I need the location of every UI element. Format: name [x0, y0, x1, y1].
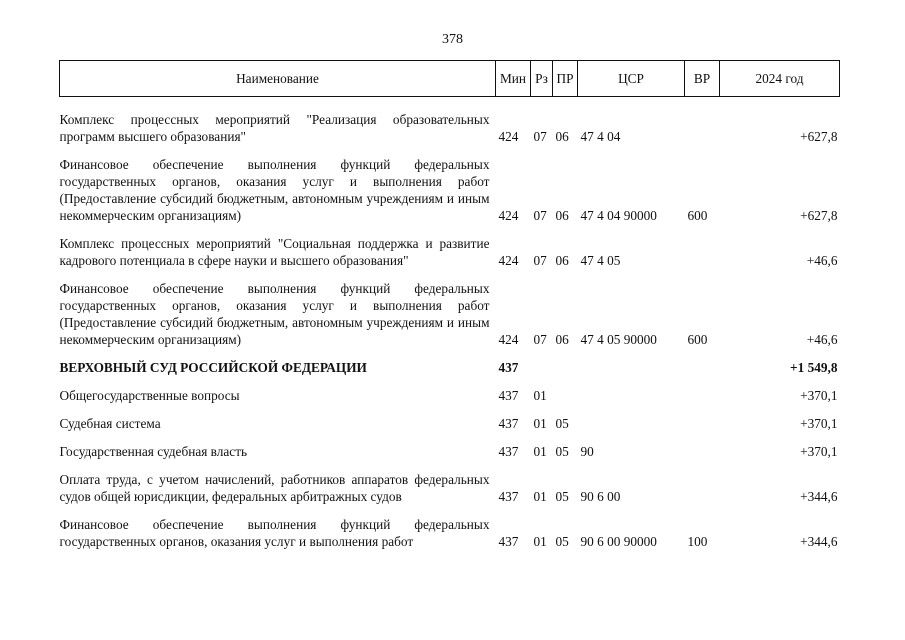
- row-amount: +627,8: [800, 208, 838, 223]
- header-csr: ЦСР: [578, 61, 685, 97]
- row-pr: 06: [555, 253, 569, 268]
- row-name: Комплекс процессных мероприятий "Реализация образовательных программ высшего образования": [59, 112, 490, 144]
- row-rz: 01: [533, 388, 547, 403]
- row-rz: 07: [533, 332, 547, 347]
- row-min: 437: [498, 360, 519, 375]
- table-row: [60, 156, 840, 235]
- row-name: Финансовое обеспечение выполнения функций федеральных государственных органов, оказания услуг и выполнения работ (Предоставление субсидий бюджетным, автономным учреждениям и иным некоммерческим организациям): [59, 157, 490, 223]
- row-rz: 07: [533, 253, 547, 268]
- row-csr: 90: [580, 444, 594, 459]
- table-row: [60, 516, 840, 561]
- row-amount: +627,8: [800, 129, 838, 144]
- row-min: 437: [498, 534, 519, 549]
- table-row: [60, 111, 840, 156]
- row-rz: 01: [533, 534, 547, 549]
- row-amount: +370,1: [800, 444, 838, 459]
- row-name: Комплекс процессных мероприятий "Социальная поддержка и развитие кадрового потенциала в сфере науки и высшего образования": [59, 236, 490, 268]
- row-vr: [685, 359, 720, 387]
- row-name: Финансовое обеспечение выполнения функций федеральных государственных органов, оказания услуг и выполнения работ: [59, 517, 490, 549]
- row-vr: 600: [687, 208, 708, 223]
- row-pr: 06: [555, 129, 569, 144]
- row-min: 437: [498, 388, 519, 403]
- row-rz: 01: [533, 489, 547, 504]
- table-body: [60, 97, 840, 562]
- table-row: [60, 415, 840, 443]
- row-amount: +46,6: [806, 253, 838, 268]
- row-amount: +344,6: [800, 534, 838, 549]
- table-row: [60, 235, 840, 280]
- row-vr: [685, 235, 720, 280]
- row-amount: +370,1: [800, 388, 838, 403]
- row-csr: [578, 359, 685, 387]
- table-row: [60, 387, 840, 415]
- row-rz: 07: [533, 208, 547, 223]
- row-vr: 600: [687, 332, 708, 347]
- row-vr: [685, 471, 720, 516]
- row-min: 424: [498, 253, 519, 268]
- header-min: Мин: [496, 61, 531, 97]
- header-vr: ВР: [685, 61, 720, 97]
- row-pr: 05: [555, 534, 569, 549]
- header-year: 2024 год: [720, 61, 840, 97]
- budget-table: [59, 60, 840, 561]
- row-rz: 01: [533, 416, 547, 431]
- row-csr: 47 4 05: [580, 253, 621, 268]
- row-rz: [531, 359, 553, 387]
- table-header: [60, 61, 840, 97]
- row-min: 437: [498, 489, 519, 504]
- row-name: ВЕРХОВНЫЙ СУД РОССИЙСКОЙ ФЕДЕРАЦИИ: [59, 360, 367, 375]
- row-min: 424: [498, 208, 519, 223]
- header-pr: ПР: [553, 61, 578, 97]
- row-pr: 06: [555, 332, 569, 347]
- row-csr: 47 4 04 90000: [580, 208, 657, 223]
- row-vr: [685, 387, 720, 415]
- header-rz: Рз: [531, 61, 553, 97]
- row-csr: 47 4 04: [580, 129, 621, 144]
- row-pr: 05: [555, 444, 569, 459]
- row-name: Государственная судебная власть: [59, 444, 248, 459]
- row-amount: +370,1: [800, 416, 838, 431]
- row-vr: [685, 415, 720, 443]
- row-vr: [685, 111, 720, 156]
- row-rz: 01: [533, 444, 547, 459]
- row-csr: [578, 387, 685, 415]
- row-amount: +344,6: [800, 489, 838, 504]
- row-csr: [578, 415, 685, 443]
- row-amount: +1 549,8: [790, 360, 838, 375]
- row-name: Финансовое обеспечение выполнения функций федеральных государственных органов, оказания услуг и выполнения работ (Предоставление субсидий бюджетным, автономным учреждениям и иным некоммерческим организациям): [59, 281, 490, 347]
- row-csr: 47 4 05 90000: [580, 332, 657, 347]
- row-pr: 06: [555, 208, 569, 223]
- row-name: Оплата труда, с учетом начислений, работников аппаратов федеральных судов общей юрисдикции, федеральных арбитражных судов: [59, 472, 490, 504]
- row-vr: [685, 443, 720, 471]
- row-min: 424: [498, 332, 519, 347]
- row-min: 424: [498, 129, 519, 144]
- table-row: [60, 471, 840, 516]
- header-name: Наименование: [60, 61, 496, 97]
- row-min: 437: [498, 416, 519, 431]
- row-pr: [553, 387, 578, 415]
- row-csr: 90 6 00: [580, 489, 621, 504]
- row-pr: 05: [555, 489, 569, 504]
- table-row: [60, 359, 840, 387]
- row-name: Общегосударственные вопросы: [59, 388, 240, 403]
- row-min: 437: [498, 444, 519, 459]
- row-amount: +46,6: [806, 332, 838, 347]
- page-number: 378: [442, 32, 463, 47]
- table-row: [60, 443, 840, 471]
- row-rz: 07: [533, 129, 547, 144]
- table-row: [60, 280, 840, 359]
- row-pr: [553, 359, 578, 387]
- row-pr: 05: [555, 416, 569, 431]
- row-csr: 90 6 00 90000: [580, 534, 657, 549]
- row-vr: 100: [687, 534, 708, 549]
- row-name: Судебная система: [59, 416, 161, 431]
